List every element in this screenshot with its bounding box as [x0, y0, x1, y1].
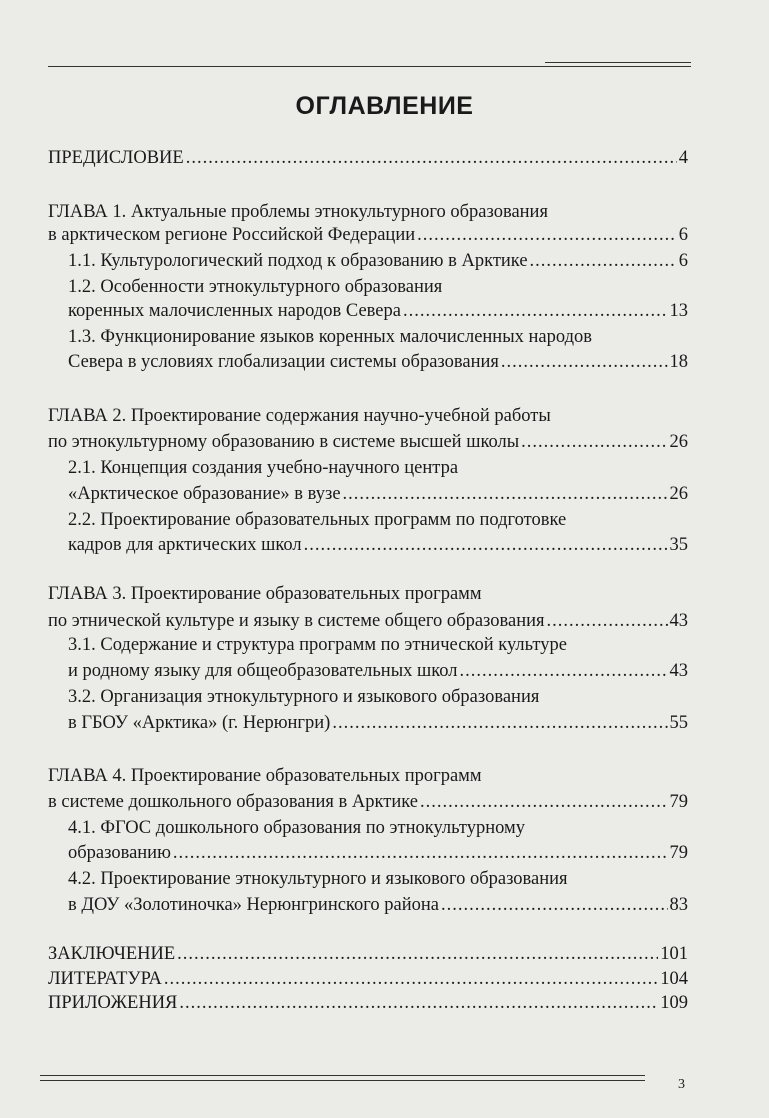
toc-entry-chapter-3[interactable] — [48, 610, 688, 632]
toc-entry-conclusion[interactable] — [48, 943, 688, 965]
leader-dots — [521, 431, 667, 453]
toc-entry-1-3[interactable] — [68, 351, 688, 373]
toc-entry-2-1-title[interactable]: 2.1. Концепция создания учебно-научного центра — [68, 458, 459, 478]
leader-dots — [343, 483, 668, 505]
toc-entry-label: в ГБОУ «Арктика» (г. Нерюнгри) — [68, 713, 331, 733]
toc-page-number: 43 — [669, 611, 688, 631]
toc-page-number: 13 — [669, 301, 688, 321]
top-rule-short — [545, 62, 691, 63]
leader-dots — [420, 791, 668, 813]
leader-dots — [417, 224, 677, 246]
top-rule — [48, 66, 691, 67]
leader-dots — [441, 894, 668, 916]
toc-entry-label: в ДОУ «Золотиночка» Нерюнгринского района — [68, 895, 439, 915]
toc-entry-label: по этнокультурному образованию в системе высшей школы — [48, 432, 520, 452]
toc-entry-chapter-4[interactable] — [48, 791, 688, 813]
leader-dots — [403, 300, 668, 322]
toc-entry-1-2-title[interactable]: 1.2. Особенности этнокультурного образования — [68, 277, 443, 297]
bottom-rule — [40, 1075, 645, 1076]
toc-entry-literature[interactable] — [48, 968, 688, 990]
toc-page-number: 83 — [669, 895, 688, 915]
leader-dots — [179, 992, 658, 1014]
toc-page-number: 35 — [669, 535, 688, 555]
toc-page-number: 4 — [678, 148, 688, 168]
toc-entry-label: в арктическом регионе Российской Федерации — [48, 225, 416, 245]
toc-entry-label: ПРЕДИСЛОВИЕ — [48, 148, 184, 168]
toc-page-number: 101 — [660, 944, 688, 964]
toc-entry-1-2[interactable] — [68, 300, 688, 322]
bottom-rule-second — [40, 1080, 645, 1081]
toc-entry-appendices[interactable] — [48, 992, 688, 1014]
leader-dots — [530, 250, 677, 272]
toc-entry-label: и родному языку для общеобразовательных школ — [68, 661, 458, 681]
toc-page-number: 6 — [678, 251, 688, 271]
toc-entry-chapter-1[interactable] — [48, 224, 688, 246]
toc-entry-4-2-title[interactable]: 4.2. Проектирование этнокультурного и языкового образования — [68, 869, 568, 889]
toc-entry-1-1[interactable] — [68, 250, 688, 272]
toc-entry-4-1-title[interactable]: 4.1. ФГОС дошкольного образования по этнокультурному — [68, 818, 525, 838]
toc-entry-preface[interactable] — [48, 147, 688, 169]
toc-page-number: 79 — [669, 843, 688, 863]
toc-entry-label: 1.1. Культурологический подход к образованию в Арктике — [68, 251, 528, 271]
toc-page-number: 18 — [669, 352, 688, 372]
leader-dots — [332, 712, 667, 734]
toc-entry-1-3-title[interactable]: 1.3. Функционирование языков коренных малочисленных народов — [68, 327, 592, 347]
toc-entry-chapter-2[interactable] — [48, 431, 688, 453]
toc-entry-2-2[interactable] — [68, 534, 688, 556]
toc-entry-3-2[interactable] — [68, 712, 688, 734]
toc-entry-3-2-title[interactable]: 3.2. Организация этнокультурного и языкового образования — [68, 687, 540, 707]
toc-chapter-4-title[interactable]: ГЛАВА 4. Проектирование образовательных программ — [48, 766, 482, 786]
leader-dots — [177, 943, 658, 965]
leader-dots — [547, 610, 668, 632]
leader-dots — [186, 147, 677, 169]
toc-entry-2-1[interactable] — [68, 483, 688, 505]
page-title: ОГЛАВЛЕНИЕ — [295, 92, 474, 120]
toc-page-number: 6 — [678, 225, 688, 245]
toc-page-number: 79 — [669, 792, 688, 812]
toc-entry-label: Севера в условиях глобализации системы образования — [68, 352, 499, 372]
toc-entry-label: по этнической культуре и языку в системе общего образования — [48, 611, 545, 631]
leader-dots — [164, 968, 658, 990]
toc-entry-label: ЗАКЛЮЧЕНИЕ — [48, 944, 176, 964]
toc-entry-4-1[interactable] — [68, 842, 688, 864]
toc-chapter-3-title[interactable]: ГЛАВА 3. Проектирование образовательных программ — [48, 584, 482, 604]
leader-dots — [501, 351, 668, 373]
leader-dots — [460, 660, 668, 682]
toc-entry-3-1-title[interactable]: 3.1. Содержание и структура программ по этнической культуре — [68, 635, 567, 655]
toc-entry-4-2[interactable] — [68, 894, 688, 916]
toc-entry-label: в системе дошкольного образования в Арктике — [48, 792, 418, 812]
toc-page-number: 104 — [660, 969, 688, 989]
toc-entry-label: ЛИТЕРАТУРА — [48, 969, 162, 989]
toc-page-number: 26 — [669, 432, 688, 452]
toc-chapter-1-title[interactable]: ГЛАВА 1. Актуальные проблемы этнокультурного образования — [48, 202, 548, 222]
toc-page-number: 43 — [669, 661, 688, 681]
toc-chapter-2-title[interactable]: ГЛАВА 2. Проектирование содержания научно-учебной работы — [48, 406, 551, 426]
leader-dots — [173, 842, 668, 864]
toc-page-number: 109 — [660, 993, 688, 1013]
page-number: 3 — [678, 1077, 685, 1092]
toc-entry-label: кадров для арктических школ — [68, 535, 302, 555]
toc-entry-2-2-title[interactable]: 2.2. Проектирование образовательных программ по подготовке — [68, 510, 567, 530]
toc-page-number: 55 — [669, 713, 688, 733]
toc-entry-label: ПРИЛОЖЕНИЯ — [48, 993, 178, 1013]
toc-page-number: 26 — [669, 484, 688, 504]
toc-entry-label: «Арктическое образование» в вузе — [68, 484, 341, 504]
toc-entry-label: коренных малочисленных народов Севера — [68, 301, 401, 321]
leader-dots — [304, 534, 668, 556]
toc-entry-3-1[interactable] — [68, 660, 688, 682]
toc-entry-label: образованию — [68, 843, 171, 863]
